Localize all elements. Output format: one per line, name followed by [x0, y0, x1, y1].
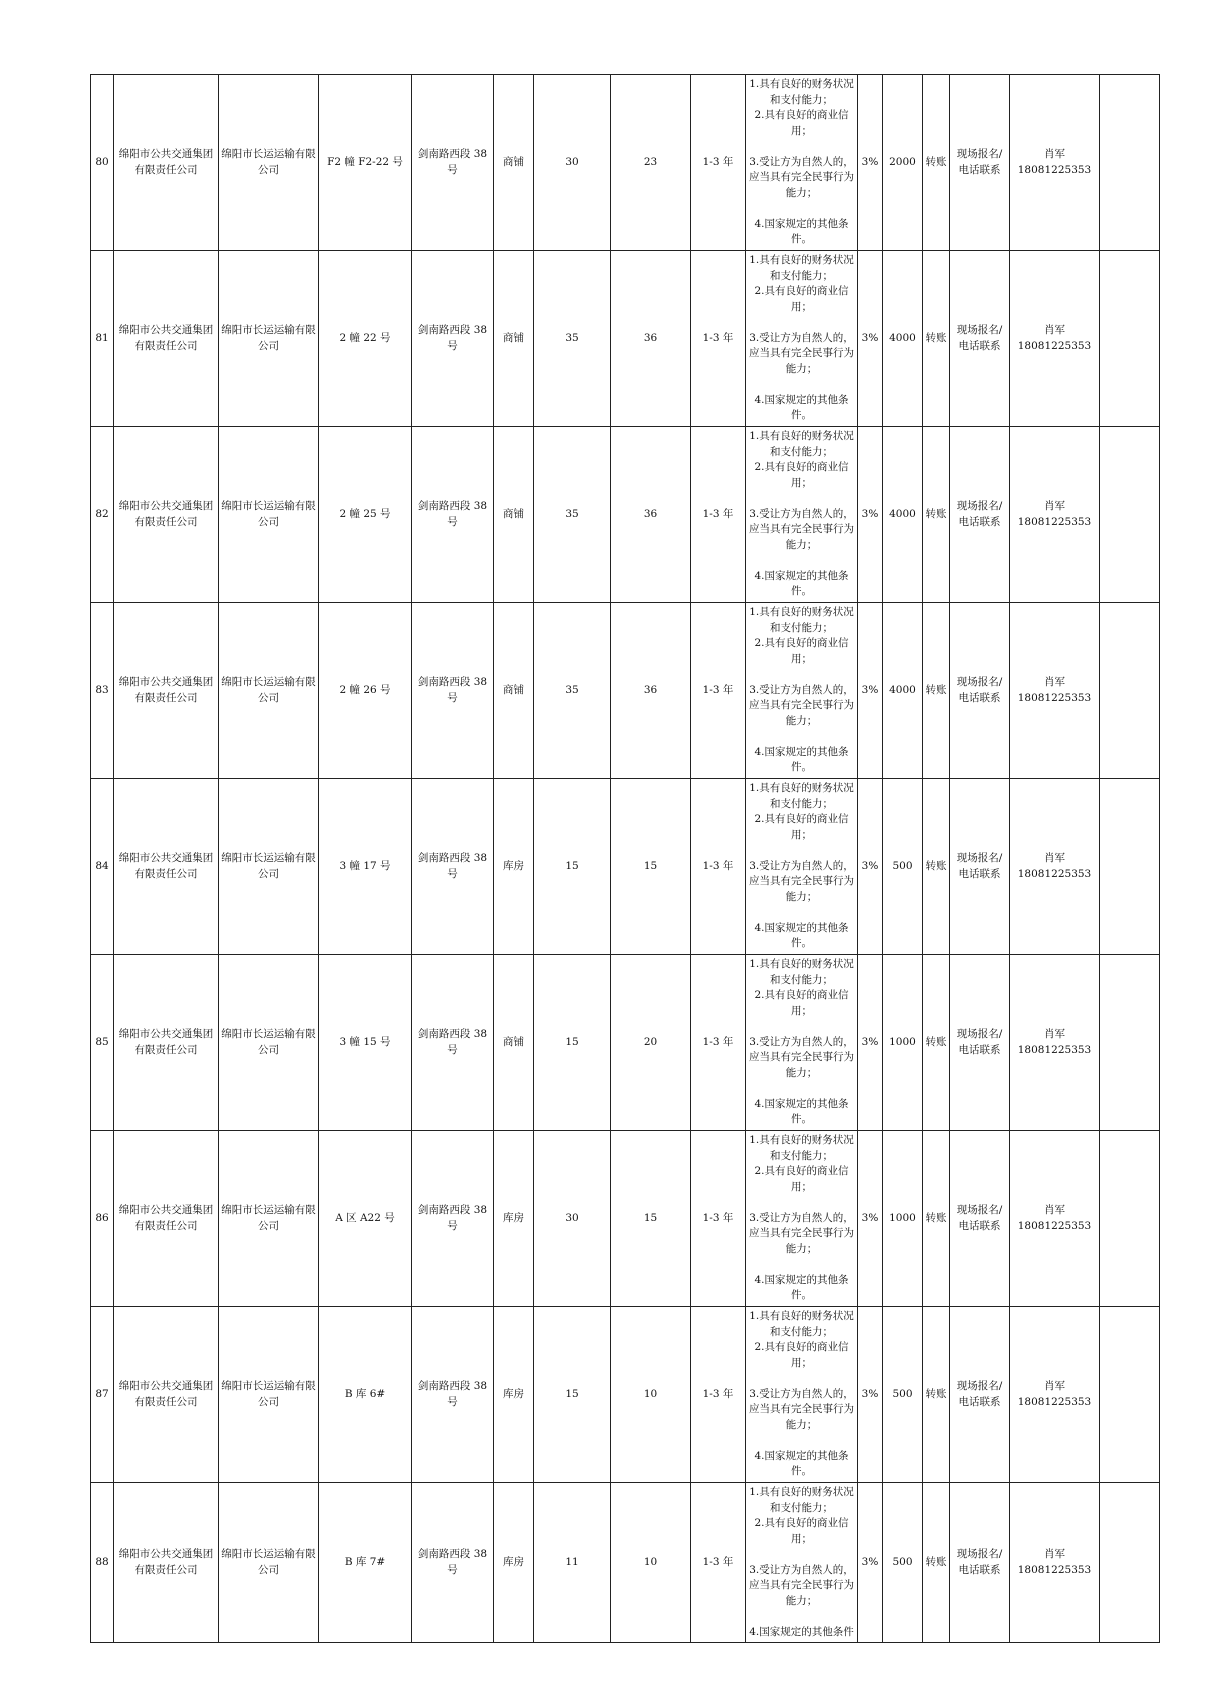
area-cell: 11 — [534, 1483, 611, 1643]
requirement-item: 3.受让方为自然人的，应当具有完全民事行为能力； — [749, 1035, 854, 1079]
deposit-cell: 2000 — [883, 75, 923, 251]
spacer — [748, 1081, 855, 1097]
rate-cell: 3% — [858, 779, 883, 955]
use-cell: 库房 — [494, 1307, 534, 1483]
address-cell: 剑南路西段 38 号 — [412, 779, 494, 955]
contact-phone: 18081225353 — [1017, 1395, 1092, 1408]
method-cell: 现场报名/电话联系 — [950, 1307, 1010, 1483]
address-cell: 剑南路西段 38 号 — [412, 603, 494, 779]
rate-cell: 3% — [858, 603, 883, 779]
contact-name: 肖军 — [1044, 500, 1065, 512]
deposit-cell: 500 — [883, 779, 923, 955]
use-cell: 商铺 — [494, 75, 534, 251]
price-cell: 20 — [611, 955, 691, 1131]
price-cell: 10 — [611, 1307, 691, 1483]
deposit-cell: 4000 — [883, 251, 923, 427]
row-number: 82 — [91, 427, 114, 603]
contact-name: 肖军 — [1044, 324, 1065, 336]
requirement-item: 4.国家规定的其他条件。 — [754, 745, 849, 774]
contact-phone: 18081225353 — [1017, 339, 1092, 352]
contact-name: 肖军 — [1044, 1548, 1065, 1560]
spacer — [748, 729, 855, 745]
contact-phone: 18081225353 — [1017, 1043, 1092, 1056]
spacer — [748, 315, 855, 331]
company-cell: 绵阳市公共交通集团有限责任公司 — [114, 955, 219, 1131]
spacer — [748, 843, 855, 859]
owner-cell: 绵阳市长运运输有限公司 — [219, 1483, 319, 1643]
unit-cell: A 区 A22 号 — [319, 1131, 412, 1307]
deposit-cell: 1000 — [883, 955, 923, 1131]
row-number: 86 — [91, 1131, 114, 1307]
spacer — [748, 1257, 855, 1273]
requirements-cell — [746, 427, 858, 603]
requirement-item: 2.具有良好的商业信用； — [754, 989, 849, 1017]
property-listing-table — [90, 74, 1160, 1643]
table-row — [91, 955, 1160, 1131]
contact-name: 肖军 — [1044, 1380, 1065, 1392]
spacer — [748, 377, 855, 393]
address-cell: 剑南路西段 38 号 — [412, 1483, 494, 1643]
contact-phone: 18081225353 — [1017, 867, 1092, 880]
address-cell: 剑南路西段 38 号 — [412, 251, 494, 427]
requirements-cell — [746, 779, 858, 955]
company-cell: 绵阳市公共交通集团有限责任公司 — [114, 427, 219, 603]
note-cell — [1100, 427, 1160, 603]
requirements-cell — [746, 1307, 858, 1483]
row-number: 81 — [91, 251, 114, 427]
row-number: 84 — [91, 779, 114, 955]
payment-cell: 转账 — [923, 75, 950, 251]
owner-cell: 绵阳市长运运输有限公司 — [219, 779, 319, 955]
note-cell — [1100, 1307, 1160, 1483]
table-row — [91, 1483, 1160, 1643]
spacer — [748, 1371, 855, 1387]
table-row — [91, 1131, 1160, 1307]
rate-cell: 3% — [858, 75, 883, 251]
price-cell: 36 — [611, 251, 691, 427]
contact-phone: 18081225353 — [1017, 163, 1092, 176]
requirement-item: 1.具有良好的财务状况和支付能力； — [749, 78, 854, 106]
unit-cell: B 库 7# — [319, 1483, 412, 1643]
requirement-item: 3.受让方为自然人的，应当具有完全民事行为能力； — [749, 683, 854, 727]
table-row — [91, 75, 1160, 251]
requirement-item: 4.国家规定的其他条件 — [749, 1625, 854, 1638]
company-cell: 绵阳市公共交通集团有限责任公司 — [114, 1483, 219, 1643]
requirement-item: 4.国家规定的其他条件。 — [754, 1097, 849, 1126]
contact-name: 肖军 — [1044, 148, 1065, 160]
method-cell: 现场报名/电话联系 — [950, 1131, 1010, 1307]
spacer — [748, 905, 855, 921]
note-cell — [1100, 1131, 1160, 1307]
contact-phone: 18081225353 — [1017, 691, 1092, 704]
requirement-item: 1.具有良好的财务状况和支付能力； — [749, 430, 854, 458]
note-cell — [1100, 75, 1160, 251]
method-cell: 现场报名/电话联系 — [950, 1483, 1010, 1643]
requirement-item: 2.具有良好的商业信用； — [754, 461, 849, 489]
requirement-item: 4.国家规定的其他条件。 — [754, 569, 849, 598]
requirement-item: 3.受让方为自然人的，应当具有完全民事行为能力； — [749, 1563, 854, 1607]
address-cell: 剑南路西段 38 号 — [412, 1307, 494, 1483]
requirement-item: 3.受让方为自然人的，应当具有完全民事行为能力； — [749, 859, 854, 903]
requirements-cell — [746, 75, 858, 251]
deposit-cell: 4000 — [883, 427, 923, 603]
term-cell: 1-3 年 — [691, 251, 746, 427]
table-row — [91, 251, 1160, 427]
company-cell: 绵阳市公共交通集团有限责任公司 — [114, 75, 219, 251]
term-cell: 1-3 年 — [691, 1307, 746, 1483]
owner-cell: 绵阳市长运运输有限公司 — [219, 1131, 319, 1307]
contact-phone: 18081225353 — [1017, 515, 1092, 528]
unit-cell: 3 幢 17 号 — [319, 779, 412, 955]
method-cell: 现场报名/电话联系 — [950, 779, 1010, 955]
requirement-item: 1.具有良好的财务状况和支付能力； — [749, 1486, 854, 1514]
method-cell: 现场报名/电话联系 — [950, 427, 1010, 603]
deposit-cell: 500 — [883, 1307, 923, 1483]
requirement-item: 2.具有良好的商业信用； — [754, 813, 849, 841]
spacer — [748, 139, 855, 155]
contact-cell — [1010, 251, 1100, 427]
owner-cell: 绵阳市长运运输有限公司 — [219, 603, 319, 779]
payment-cell: 转账 — [923, 603, 950, 779]
spacer — [748, 553, 855, 569]
term-cell: 1-3 年 — [691, 1483, 746, 1643]
contact-cell — [1010, 603, 1100, 779]
note-cell — [1100, 603, 1160, 779]
table-row — [91, 779, 1160, 955]
method-cell: 现场报名/电话联系 — [950, 251, 1010, 427]
company-cell: 绵阳市公共交通集团有限责任公司 — [114, 603, 219, 779]
requirement-item: 4.国家规定的其他条件。 — [754, 393, 849, 422]
requirements-cell — [746, 955, 858, 1131]
spacer — [748, 1433, 855, 1449]
use-cell: 库房 — [494, 1483, 534, 1643]
price-cell: 15 — [611, 1131, 691, 1307]
unit-cell: 2 幢 26 号 — [319, 603, 412, 779]
rate-cell: 3% — [858, 251, 883, 427]
contact-phone: 18081225353 — [1017, 1563, 1092, 1576]
rate-cell: 3% — [858, 1483, 883, 1643]
row-number: 88 — [91, 1483, 114, 1643]
table-row — [91, 603, 1160, 779]
requirements-cell — [746, 603, 858, 779]
payment-cell: 转账 — [923, 251, 950, 427]
rate-cell: 3% — [858, 955, 883, 1131]
requirement-item: 1.具有良好的财务状况和支付能力； — [749, 1134, 854, 1162]
requirement-item: 1.具有良好的财务状况和支付能力； — [749, 1310, 854, 1338]
payment-cell: 转账 — [923, 955, 950, 1131]
requirement-item: 4.国家规定的其他条件。 — [754, 217, 849, 246]
payment-cell: 转账 — [923, 1483, 950, 1643]
contact-cell — [1010, 75, 1100, 251]
term-cell: 1-3 年 — [691, 1131, 746, 1307]
owner-cell: 绵阳市长运运输有限公司 — [219, 1307, 319, 1483]
payment-cell: 转账 — [923, 1131, 950, 1307]
company-cell: 绵阳市公共交通集团有限责任公司 — [114, 779, 219, 955]
unit-cell: 2 幢 22 号 — [319, 251, 412, 427]
contact-cell — [1010, 779, 1100, 955]
unit-cell: 2 幢 25 号 — [319, 427, 412, 603]
row-number: 80 — [91, 75, 114, 251]
spacer — [748, 1195, 855, 1211]
payment-cell: 转账 — [923, 779, 950, 955]
method-cell: 现场报名/电话联系 — [950, 955, 1010, 1131]
term-cell: 1-3 年 — [691, 779, 746, 955]
area-cell: 15 — [534, 779, 611, 955]
address-cell: 剑南路西段 38 号 — [412, 955, 494, 1131]
deposit-cell: 4000 — [883, 603, 923, 779]
rate-cell: 3% — [858, 1131, 883, 1307]
area-cell: 30 — [534, 1131, 611, 1307]
spacer — [748, 1547, 855, 1563]
payment-cell: 转账 — [923, 1307, 950, 1483]
spacer — [748, 201, 855, 217]
company-cell: 绵阳市公共交通集团有限责任公司 — [114, 1131, 219, 1307]
contact-cell — [1010, 955, 1100, 1131]
price-cell: 36 — [611, 603, 691, 779]
requirement-item: 1.具有良好的财务状况和支付能力； — [749, 958, 854, 986]
contact-cell — [1010, 427, 1100, 603]
row-number: 83 — [91, 603, 114, 779]
use-cell: 库房 — [494, 779, 534, 955]
contact-cell — [1010, 1131, 1100, 1307]
owner-cell: 绵阳市长运运输有限公司 — [219, 251, 319, 427]
rate-cell: 3% — [858, 427, 883, 603]
method-cell: 现场报名/电话联系 — [950, 603, 1010, 779]
requirements-cell — [746, 1131, 858, 1307]
table-row — [91, 1307, 1160, 1483]
row-number: 87 — [91, 1307, 114, 1483]
use-cell: 商铺 — [494, 427, 534, 603]
requirement-item: 4.国家规定的其他条件。 — [754, 1449, 849, 1478]
term-cell: 1-3 年 — [691, 955, 746, 1131]
contact-name: 肖军 — [1044, 676, 1065, 688]
contact-cell — [1010, 1307, 1100, 1483]
use-cell: 商铺 — [494, 251, 534, 427]
table-row — [91, 427, 1160, 603]
contact-cell — [1010, 1483, 1100, 1643]
note-cell — [1100, 251, 1160, 427]
unit-cell: 3 幢 15 号 — [319, 955, 412, 1131]
requirement-item: 3.受让方为自然人的，应当具有完全民事行为能力； — [749, 1211, 854, 1255]
rate-cell: 3% — [858, 1307, 883, 1483]
use-cell: 库房 — [494, 1131, 534, 1307]
requirements-cell — [746, 251, 858, 427]
contact-name: 肖军 — [1044, 1204, 1065, 1216]
requirement-item: 2.具有良好的商业信用； — [754, 1165, 849, 1193]
area-cell: 35 — [534, 603, 611, 779]
unit-cell: F2 幢 F2-22 号 — [319, 75, 412, 251]
contact-phone: 18081225353 — [1017, 1219, 1092, 1232]
requirement-item: 2.具有良好的商业信用； — [754, 1517, 849, 1545]
contact-name: 肖军 — [1044, 1028, 1065, 1040]
method-cell: 现场报名/电话联系 — [950, 75, 1010, 251]
spacer — [748, 1609, 855, 1625]
address-cell: 剑南路西段 38 号 — [412, 427, 494, 603]
price-cell: 36 — [611, 427, 691, 603]
requirement-item: 1.具有良好的财务状况和支付能力； — [749, 606, 854, 634]
term-cell: 1-3 年 — [691, 75, 746, 251]
note-cell — [1100, 779, 1160, 955]
note-cell — [1100, 955, 1160, 1131]
owner-cell: 绵阳市长运运输有限公司 — [219, 75, 319, 251]
requirement-item: 3.受让方为自然人的，应当具有完全民事行为能力； — [749, 1387, 854, 1431]
term-cell: 1-3 年 — [691, 427, 746, 603]
address-cell: 剑南路西段 38 号 — [412, 75, 494, 251]
area-cell: 30 — [534, 75, 611, 251]
owner-cell: 绵阳市长运运输有限公司 — [219, 427, 319, 603]
area-cell: 35 — [534, 251, 611, 427]
term-cell: 1-3 年 — [691, 603, 746, 779]
requirement-item: 3.受让方为自然人的，应当具有完全民事行为能力； — [749, 331, 854, 375]
spacer — [748, 667, 855, 683]
requirements-cell — [746, 1483, 858, 1643]
row-number: 85 — [91, 955, 114, 1131]
unit-cell: B 库 6# — [319, 1307, 412, 1483]
price-cell: 15 — [611, 779, 691, 955]
requirement-item: 1.具有良好的财务状况和支付能力； — [749, 254, 854, 282]
area-cell: 35 — [534, 427, 611, 603]
deposit-cell: 1000 — [883, 1131, 923, 1307]
use-cell: 商铺 — [494, 603, 534, 779]
payment-cell: 转账 — [923, 427, 950, 603]
requirement-item: 4.国家规定的其他条件。 — [754, 921, 849, 950]
area-cell: 15 — [534, 955, 611, 1131]
address-cell: 剑南路西段 38 号 — [412, 1131, 494, 1307]
requirement-item: 2.具有良好的商业信用； — [754, 285, 849, 313]
requirement-item: 2.具有良好的商业信用； — [754, 109, 849, 137]
area-cell: 15 — [534, 1307, 611, 1483]
spacer — [748, 1019, 855, 1035]
requirement-item: 3.受让方为自然人的，应当具有完全民事行为能力； — [749, 155, 854, 199]
price-cell: 23 — [611, 75, 691, 251]
requirement-item: 2.具有良好的商业信用； — [754, 1341, 849, 1369]
requirement-item: 4.国家规定的其他条件。 — [754, 1273, 849, 1302]
requirement-item: 1.具有良好的财务状况和支付能力； — [749, 782, 854, 810]
note-cell — [1100, 1483, 1160, 1643]
requirement-item: 2.具有良好的商业信用； — [754, 637, 849, 665]
owner-cell: 绵阳市长运运输有限公司 — [219, 955, 319, 1131]
spacer — [748, 491, 855, 507]
company-cell: 绵阳市公共交通集团有限责任公司 — [114, 251, 219, 427]
requirement-item: 3.受让方为自然人的，应当具有完全民事行为能力； — [749, 507, 854, 551]
price-cell: 10 — [611, 1483, 691, 1643]
deposit-cell: 500 — [883, 1483, 923, 1643]
company-cell: 绵阳市公共交通集团有限责任公司 — [114, 1307, 219, 1483]
contact-name: 肖军 — [1044, 852, 1065, 864]
use-cell: 商铺 — [494, 955, 534, 1131]
